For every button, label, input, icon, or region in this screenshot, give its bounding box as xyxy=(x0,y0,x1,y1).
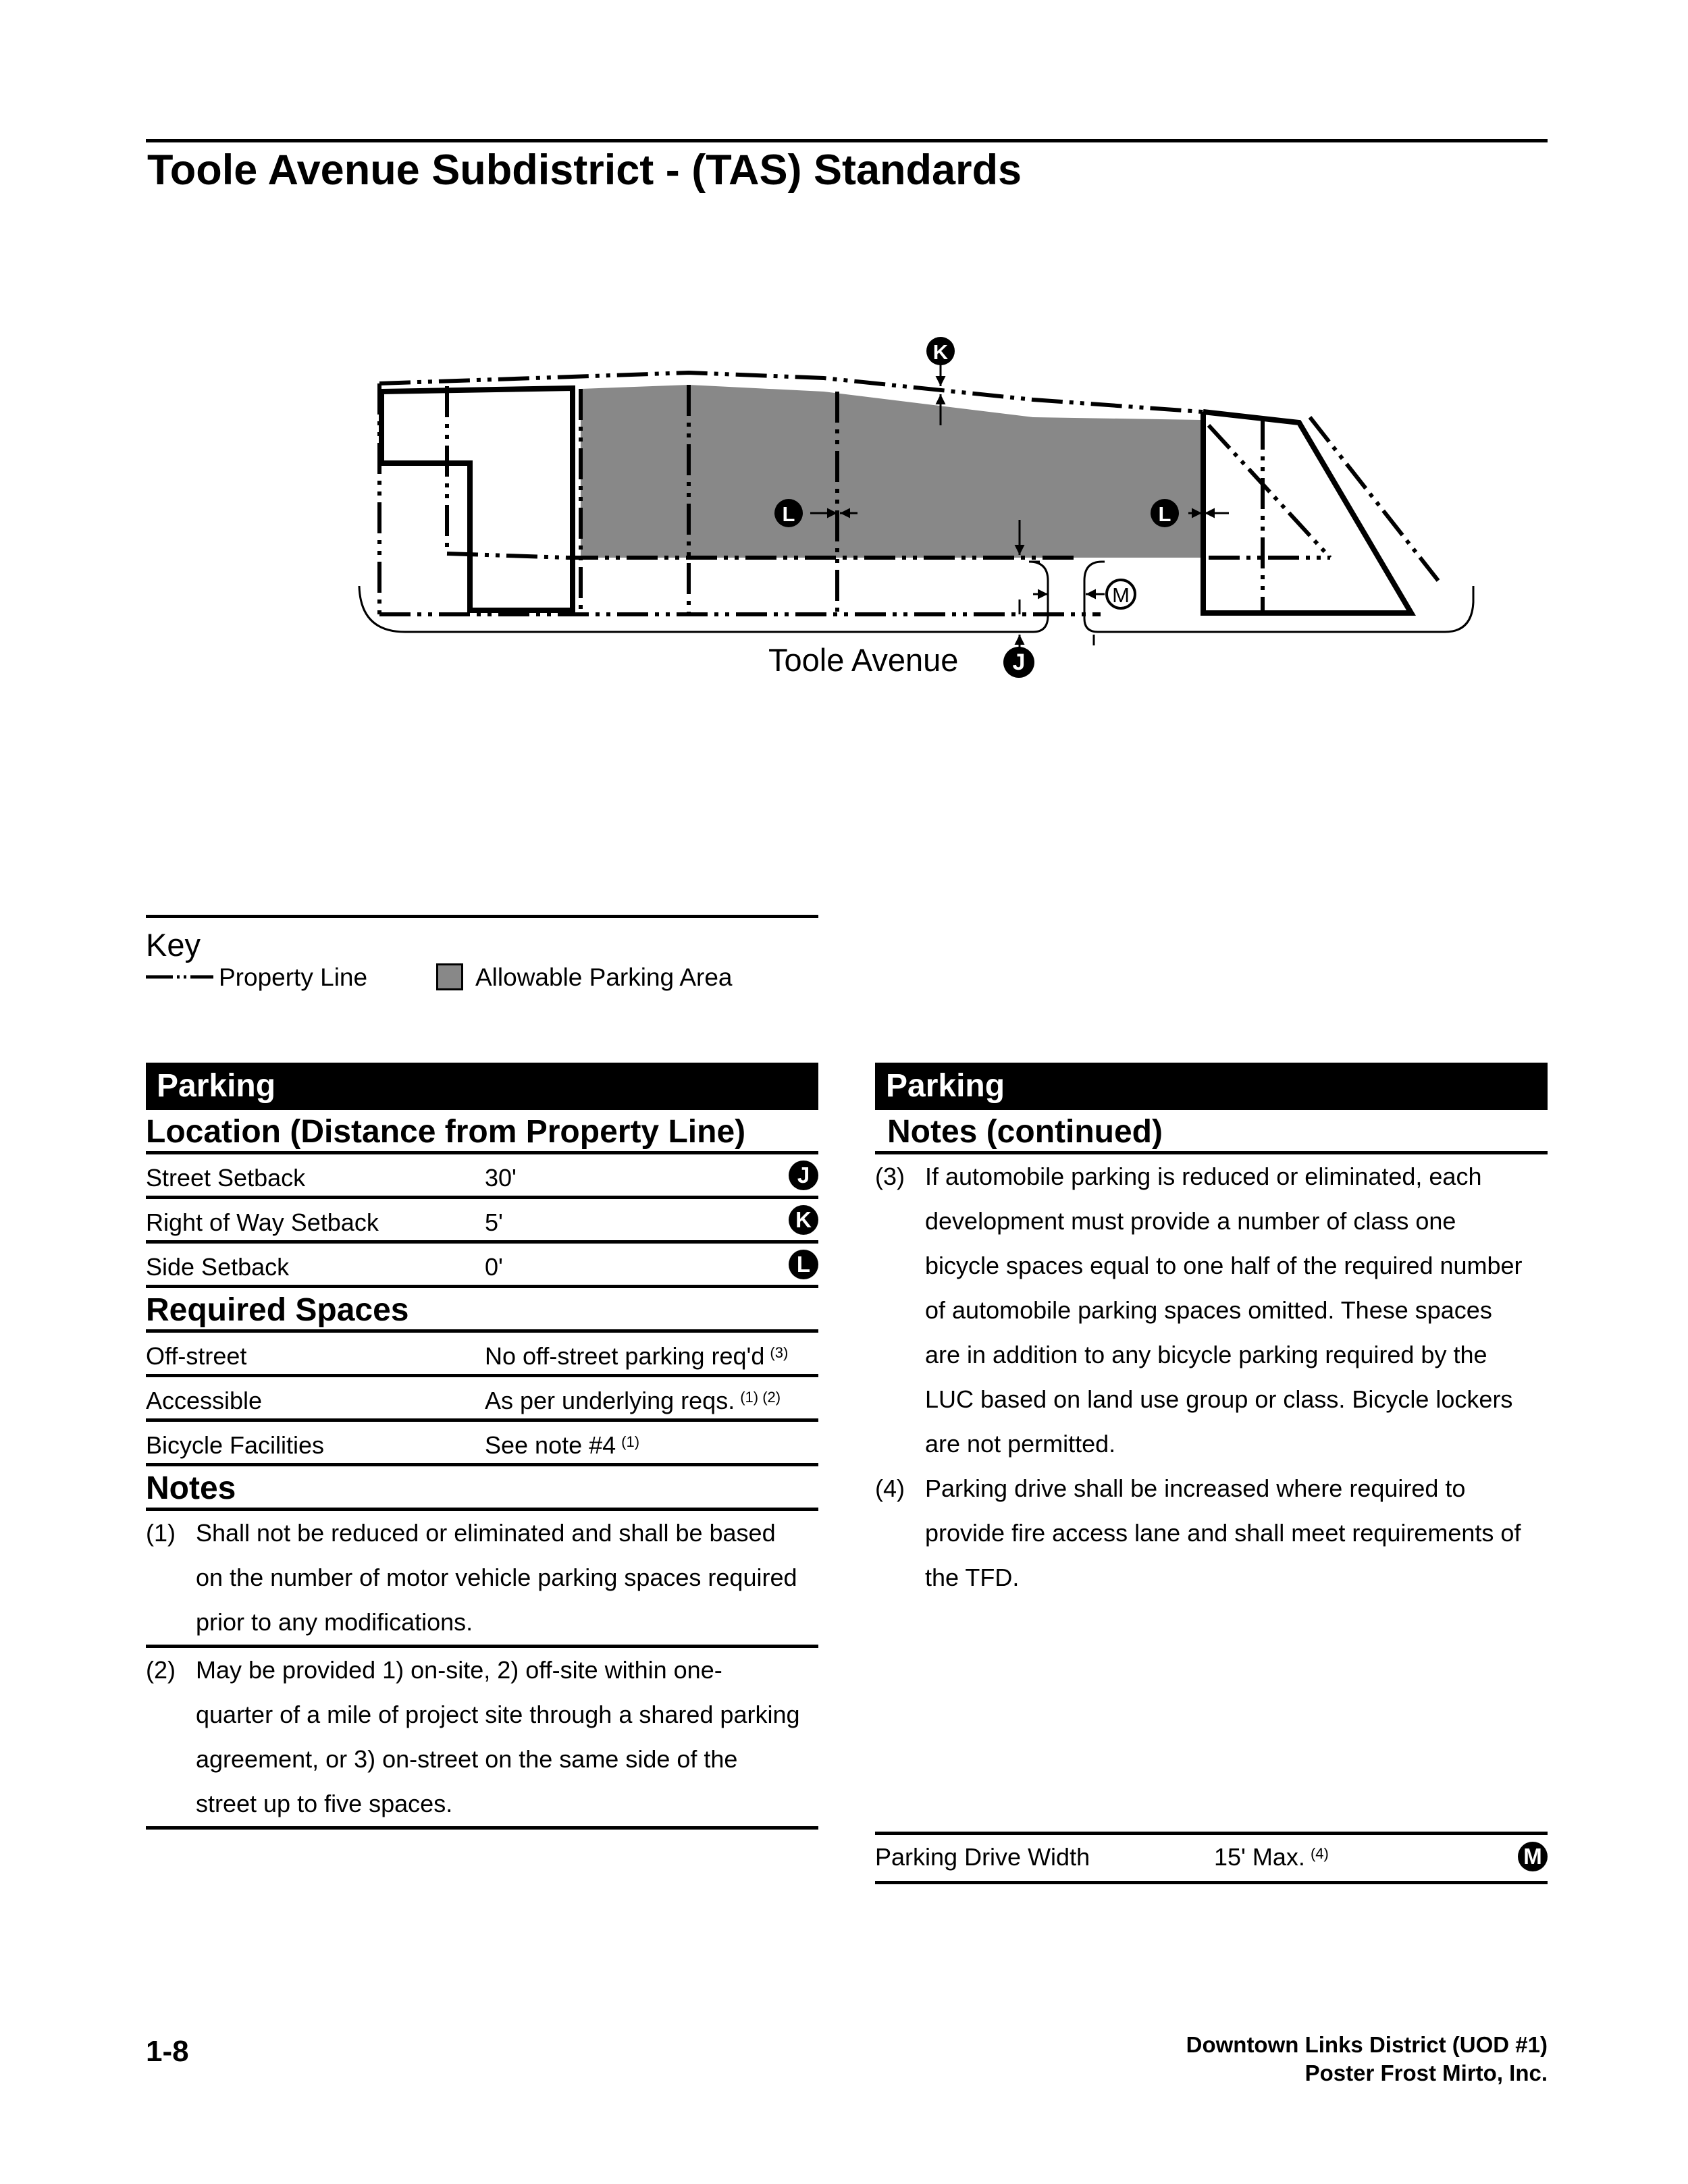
legend-items xyxy=(146,963,818,997)
parking-area-swatch xyxy=(436,963,463,990)
property-line-label: Property Line xyxy=(219,963,368,991)
footer-line: Poster Frost Mirto, Inc. xyxy=(1304,2060,1548,2085)
table-row xyxy=(146,1333,818,1377)
parking-drive-width-row xyxy=(875,1832,1548,1884)
note-line: provide fire access lane and shall meet requirements of xyxy=(925,1519,1521,1547)
page-number: 1-8 xyxy=(146,2035,189,2068)
row-label: Right of Way Setback xyxy=(146,1208,379,1236)
note-line: on the number of motor vehicle parking spaces required xyxy=(196,1564,797,1591)
row-value: 0' xyxy=(485,1253,503,1281)
page-title: Toole Avenue Subdistrict - (TAS) Standards xyxy=(147,147,1022,194)
footnote-ref: (3) xyxy=(770,1344,789,1361)
marker-j: J xyxy=(789,1161,818,1190)
note-line: If automobile parking is reduced or eliminated, each xyxy=(925,1163,1482,1190)
note-item xyxy=(146,1648,818,1830)
required-spaces-heading: Required Spaces xyxy=(146,1288,818,1333)
note-item xyxy=(875,1466,1548,1600)
notes-heading: Notes xyxy=(146,1466,818,1511)
note-line: LUC based on land use group or class. Bicycle lockers xyxy=(925,1385,1513,1413)
street-name-label: Toole Avenue xyxy=(768,642,959,678)
marker-j: J xyxy=(1003,647,1034,678)
marker-m: M xyxy=(1518,1842,1548,1871)
notes-continued-heading: Notes (continued) xyxy=(875,1110,1548,1154)
note-line: are in addition to any bicycle parking required by the xyxy=(925,1341,1487,1368)
table-row xyxy=(146,1377,818,1422)
parking-area-label: Allowable Parking Area xyxy=(475,963,733,991)
row-label: Off-street xyxy=(146,1342,247,1370)
svg-text:L: L xyxy=(1158,502,1171,526)
section-band: Parking xyxy=(875,1063,1548,1110)
row-value: As per underlying reqs. $^{(1) (2)}$ xyxy=(485,1387,781,1414)
section-band: Parking xyxy=(146,1063,818,1110)
row-value: 30' xyxy=(485,1164,517,1192)
table-row xyxy=(146,1199,818,1244)
note-line: Parking drive shall be increased where required to xyxy=(925,1474,1466,1502)
marker-k xyxy=(926,337,955,365)
note-line: prior to any modifications. xyxy=(196,1608,473,1636)
note-number: (4) xyxy=(875,1474,905,1502)
legend-rule xyxy=(146,915,818,918)
note-line: bicycle spaces equal to one half of the required number xyxy=(925,1252,1523,1279)
marker-l-left xyxy=(774,499,803,527)
note-line: development must provide a number of class one xyxy=(925,1207,1456,1235)
svg-text:L: L xyxy=(782,502,795,526)
footnote-ref: (4) xyxy=(1310,1845,1329,1862)
row-label: Side Setback xyxy=(146,1253,290,1281)
footnote-ref: (1) xyxy=(621,1433,640,1450)
footer-line: Downtown Links District (UOD #1) xyxy=(1186,2032,1548,2057)
property-line-symbol xyxy=(146,970,213,984)
row-value: 5' xyxy=(485,1208,503,1236)
note-number: (1) xyxy=(146,1519,176,1547)
marker-m xyxy=(1107,580,1135,608)
allowable-parking-area xyxy=(581,385,1202,558)
row-label: Street Setback xyxy=(146,1164,306,1192)
marker-k: K xyxy=(789,1205,818,1235)
marker-l: L xyxy=(789,1250,818,1279)
svg-text:M: M xyxy=(1112,583,1130,607)
note-line: agreement, or 3) on-street on the same side of the xyxy=(196,1745,738,1773)
curb-line xyxy=(359,562,1473,645)
note-line: May be provided 1) on-site, 2) off-site within one- xyxy=(196,1656,722,1684)
note-line: the TFD. xyxy=(925,1564,1020,1591)
legend xyxy=(146,915,818,997)
note-line: of automobile parking spaces omitted. These spaces xyxy=(925,1296,1492,1324)
row-value: See note #4 $^{(1)}$ xyxy=(485,1431,640,1459)
note-line: Shall not be reduced or eliminated and shall be based xyxy=(196,1519,776,1547)
note-line: quarter of a mile of project site through a shared parking xyxy=(196,1701,800,1728)
footnote-ref: (1) (2) xyxy=(740,1389,781,1406)
svg-text:K: K xyxy=(932,340,949,364)
note-number: (2) xyxy=(146,1656,176,1684)
note-item xyxy=(146,1511,818,1648)
note-number: (3) xyxy=(875,1163,905,1190)
parking-standards-left xyxy=(146,1063,818,1830)
row-label: Parking Drive Width xyxy=(875,1843,1090,1871)
note-line: street up to five spaces. xyxy=(196,1790,453,1817)
row-value: No off-street parking req'd $^{(3)}$ xyxy=(485,1342,789,1370)
marker-l-right xyxy=(1151,499,1179,527)
row-label: Accessible xyxy=(146,1387,263,1414)
title-rule xyxy=(146,139,1548,142)
location-heading: Location (Distance from Property Line) xyxy=(146,1110,818,1154)
parking-standards-right xyxy=(875,1063,1548,1600)
note-line: are not permitted. xyxy=(925,1430,1116,1458)
table-row xyxy=(146,1244,818,1288)
footer-credits xyxy=(1186,2031,1548,2087)
table-row xyxy=(146,1154,818,1199)
note-item xyxy=(875,1154,1548,1466)
legend-title: Key xyxy=(146,927,201,963)
row-value: 15' Max. $^{(4)}$ xyxy=(1214,1843,1329,1871)
row-label: Bicycle Facilities xyxy=(146,1431,325,1459)
table-row xyxy=(146,1422,818,1466)
